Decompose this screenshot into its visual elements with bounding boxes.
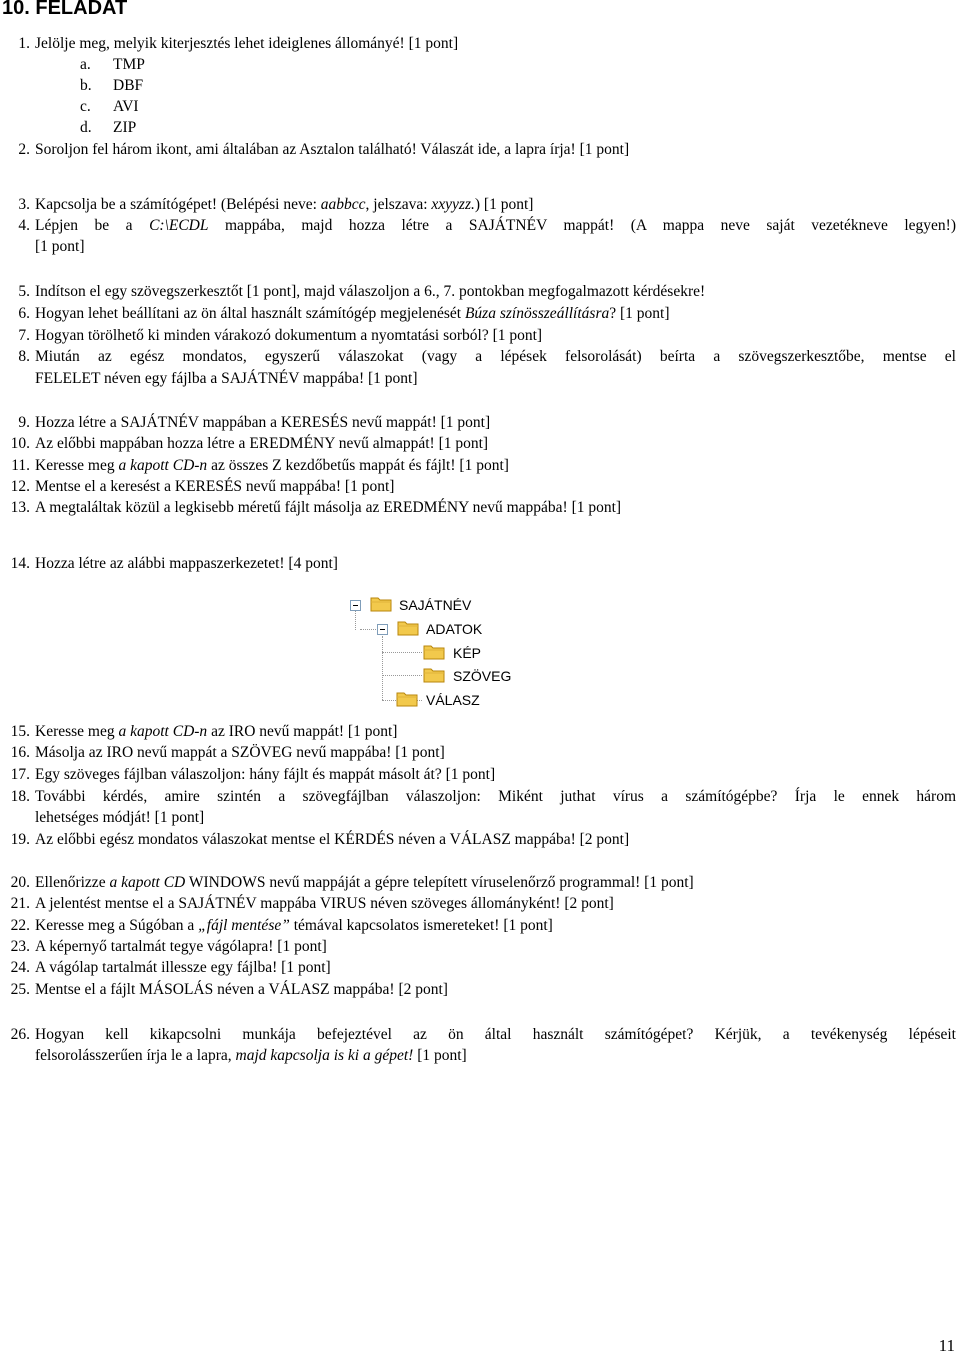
task-text: Jelölje meg, melyik kiterjesztés lehet ideiglenes állományé! [1 pont] (35, 35, 459, 52)
task-text: Egy szöveges fájlban válaszoljon: hány fájlt és mappát másolt át? [1 pont] (35, 766, 496, 783)
task-number: 7. (18, 327, 30, 344)
task-text: Lépjen be a C:\ECDL mappába, majd hozza létre a SAJÁTNÉV mappát! (A mappa neve saját vezetékneve legyen!) (35, 217, 956, 234)
task-text: Az előbbi mappában hozza létre a EREDMÉNY nevű almappát! [1 pont] (35, 435, 489, 452)
task-number: 25. (10, 981, 30, 998)
folder-label: ADATOK (426, 621, 483, 637)
folder-label: SAJÁTNÉV (399, 597, 472, 613)
task-number: 11. (11, 457, 30, 474)
task-number: 16. (10, 744, 30, 761)
task-text: A jelentést mentse el a SAJÁTNÉV mappába VIRUS néven szöveges állományként! [2 pont] (35, 895, 614, 912)
task-number: 13. (10, 499, 30, 516)
task-number: 4. (18, 217, 30, 234)
password: xxyyzz. (431, 196, 475, 213)
option-letter: b. (80, 77, 92, 94)
folder-icon (370, 596, 392, 612)
folder-tree (348, 593, 512, 711)
tree-connector (382, 636, 383, 700)
task-text: Az előbbi egész mondatos válaszokat mentse el KÉRDÉS néven a VÁLASZ mappába! [2 pont] (35, 831, 630, 848)
task-text: Másolja az IRO nevű mappát a SZÖVEG nevű mappába! [1 pont] (35, 744, 445, 761)
task-text: Soroljon fel három ikont, ami általában az Asztalon található! Válaszát ide, a lapra írja! [1 pont] (35, 141, 630, 158)
collapse-icon[interactable] (377, 624, 388, 635)
option-letter: d. (80, 119, 92, 136)
task-number: 8. (18, 348, 30, 365)
task-text: A vágólap tartalmát illessze egy fájlba! [1 pont] (35, 959, 331, 976)
task-number: 14. (10, 555, 30, 572)
option-text: DBF (113, 77, 144, 94)
page-title: 10. FELADAT (2, 0, 128, 19)
task-number: 17. (10, 766, 30, 783)
tree-connector (355, 609, 356, 630)
task-number: 24. (10, 959, 30, 976)
task-number: 12. (10, 478, 30, 495)
option-letter: c. (80, 98, 91, 115)
task-text: Mentse el a keresést a KERESÉS nevű mappába! [1 pont] (35, 478, 395, 495)
task-text: A képernyő tartalmát tegye vágólapra! [1 pont] (35, 938, 327, 955)
task-number: 19. (10, 831, 30, 848)
task-text: [1 pont] (35, 238, 85, 255)
task-text: Hozza létre a SAJÁTNÉV mappában a KERESÉS nevű mappát! [1 pont] (35, 414, 491, 431)
task-text: Kapcsolja be a számítógépet! (Belépési neve: aabbcc, jelszava: xxyyzz.) [1 pont] (35, 196, 534, 213)
option-text: AVI (113, 98, 139, 115)
folder-icon (396, 691, 418, 707)
task-text: Hozza létre az alábbi mappaszerkezetet! [4 pont] (35, 555, 338, 572)
task-number: 2. (18, 141, 30, 158)
folder-label: KÉP (453, 645, 482, 661)
task-text: Hogyan kell kikapcsolni munkája befejeztével az ön által használt számítógépet? Kérjük, a tevékenység lépéseit (35, 1026, 956, 1043)
task-number: 20. (10, 874, 30, 891)
task-number: 22. (10, 917, 30, 934)
task-number: 26. (10, 1026, 30, 1043)
task-text: Keresse meg a kapott CD-n az IRO nevű mappát! [1 pont] (35, 723, 398, 740)
tree-connector (360, 629, 378, 630)
task-number: 15. (10, 723, 30, 740)
task-text: Ellenőrizze a kapott CD WINDOWS nevű mappáját a gépre telepített víruselenőrző programmal! [1 pont] (35, 874, 694, 891)
task-number: 23. (10, 938, 30, 955)
task-number: 5. (18, 283, 30, 300)
task-text: FELELET néven egy fájlba a SAJÁTNÉV mappába! [1 pont] (35, 370, 418, 387)
task-text: További kérdés, amire szintén a szövegfájlban válaszoljon: Miként juthat vírus a számítógépbe? Írja le ennek három (35, 788, 956, 805)
task-text: Hogyan lehet beállítani az ön által használt számítógép megjelenését Búza színösszeállításra? [1 pont] (35, 305, 670, 322)
task-number: 21. (10, 895, 30, 912)
username: aabbcc (320, 196, 366, 213)
task-number: 10. (10, 435, 30, 452)
path: C:\ECDL (149, 217, 209, 234)
task-text: Hogyan törölhető ki minden várakozó dokumentum a nyomtatási sorból? [1 pont] (35, 327, 543, 344)
folder-label: SZÖVEG (453, 668, 512, 684)
task-number: 9. (18, 414, 30, 431)
page-number: 11 (938, 1336, 955, 1355)
collapse-icon[interactable] (350, 600, 361, 611)
task-text: Keresse meg a kapott CD-n az összes Z kezdőbetűs mappát és fájlt! [1 pont] (35, 457, 509, 474)
task-text: A megtaláltak közül a legkisebb méretű fájlt másolja az EREDMÉNY nevű mappába! [1 pont] (35, 499, 622, 516)
option-text: TMP (113, 56, 145, 73)
folder-label: VÁLASZ (426, 692, 480, 708)
task-text: Mentse el a fájlt MÁSOLÁS néven a VÁLASZ mappába! [2 pont] (35, 981, 448, 998)
task-text: Indítson el egy szövegszerkesztőt [1 pont], majd válaszoljon a 6., 7. pontokban megfogalmazott kérdésekre! (35, 283, 706, 300)
option-text: ZIP (113, 119, 137, 136)
folder-icon (423, 644, 445, 660)
task-number: 1. (18, 35, 30, 52)
folder-icon (397, 620, 419, 636)
task-text: Miután az egész mondatos, egyszerű válaszokat (vagy a lépések felsorolását) beírta a szövegszerkesztőbe, mentse el (35, 348, 956, 365)
tree-connector (382, 675, 422, 676)
task-number: 3. (18, 196, 30, 213)
task-text: Keresse meg a Súgóban a „fájl mentése” témával kapcsolatos ismereteket! [1 pont] (35, 917, 553, 934)
tree-connector (382, 652, 422, 653)
option-letter: a. (80, 56, 91, 73)
task-text: felsorolásszerűen írja le a lapra, majd kapcsolja is ki a gépet! [1 pont] (35, 1047, 467, 1064)
task-number: 6. (18, 305, 30, 322)
folder-icon (423, 667, 445, 683)
task-text: lehetséges módját! [1 pont] (35, 809, 205, 826)
task-number: 18. (10, 788, 30, 805)
